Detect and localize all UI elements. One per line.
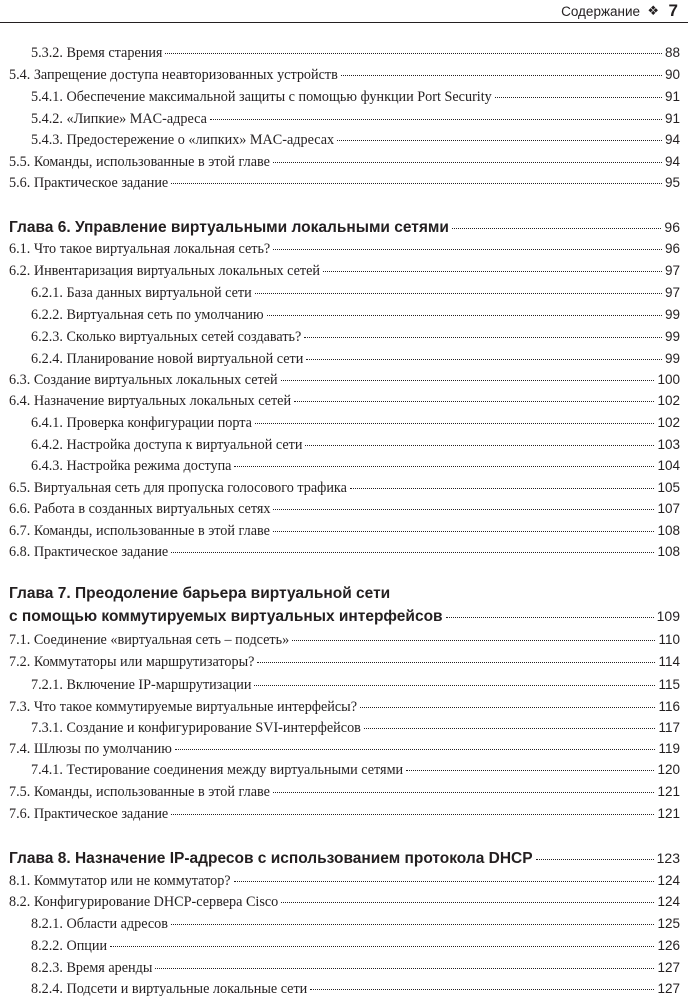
entry-page-number: 99 [664,307,680,322]
entry-page-number: 94 [664,132,680,147]
entry-title: 6.8. Практическое задание [9,544,169,560]
dot-leader [234,465,654,467]
toc-entry [0,937,688,955]
entry-page-number: 116 [658,699,680,714]
entry-page-number: 121 [657,784,680,799]
entry-title: 7.3.1. Создание и конфигурирование SVI-интерфейсов [31,720,361,736]
entry-page-number: 96 [664,219,680,235]
dot-leader [273,161,662,163]
chapter-entry [0,849,688,868]
entry-page-number: 96 [664,241,680,256]
dot-leader [292,639,655,641]
entry-title: 6.2.3. Сколько виртуальных сетей создавать? [31,329,302,345]
entry-title: 5.4. Запрещение доступа неавторизованных устройств [9,67,338,83]
entry-title: Глава 8. Назначение IP-адресов с использованием протокола DHCP [9,850,533,867]
entry-page-number: 123 [656,850,680,866]
entry-title: 6.3. Создание виртуальных локальных сетей [9,372,278,388]
chapter-entry [0,585,688,603]
dot-leader [155,967,654,969]
entry-page-number: 125 [657,916,680,931]
entry-title: 5.4.1. Обеспечение максимальной защиты с помощью функции Port Security [31,89,492,105]
entry-page-number: 117 [658,720,680,735]
entry-title: 5.4.2. «Липкие» MAC-адреса [31,111,207,127]
entry-title: с помощью коммутируемых виртуальных интерфейсов [9,608,443,625]
toc-entry [0,698,688,716]
toc-entry [0,436,688,454]
entry-page-number: 95 [664,175,680,190]
toc-entry [0,174,688,192]
entry-title: 6.2.1. База данных виртуальной сети [31,285,252,301]
entry-page-number: 124 [657,873,680,888]
dot-leader [337,139,662,141]
toc-entry [0,153,688,171]
toc-entry [0,262,688,280]
entry-title: 7.6. Практическое задание [9,806,169,822]
toc-entry [0,740,688,758]
toc-entry [0,457,688,475]
chapter-entry [0,607,688,626]
entry-title: 6.4. Назначение виртуальных локальных сетей [9,393,292,409]
entry-page-number: 91 [664,111,680,126]
entry-title: 5.3.2. Время старения [31,45,163,61]
toc-entry [0,653,688,671]
toc-entry [0,805,688,823]
dot-leader [406,769,654,771]
toc-entry [0,88,688,106]
toc-entry [0,872,688,890]
toc-entry [0,110,688,128]
toc-entry [0,66,688,84]
toc-entry [0,284,688,302]
entry-page-number: 99 [664,329,680,344]
entry-title: 6.2.4. Планирование новой виртуальной сети [31,351,304,367]
entry-page-number: 127 [657,960,680,975]
entry-title: 6.7. Команды, использованные в этой главе [9,523,270,539]
dot-leader [281,379,655,381]
dot-leader [171,813,654,815]
entry-title: 5.6. Практическое задание [9,175,169,191]
toc-entry [0,719,688,737]
toc-entry [0,350,688,368]
entry-page-number: 119 [658,741,680,756]
entry-title: 7.4.1. Тестирование соединения между виртуальными сетями [31,762,404,778]
entry-page-number: 90 [664,67,680,82]
toc-entry [0,980,688,998]
toc-entry [0,631,688,649]
dot-leader [281,901,654,903]
dot-leader [273,508,654,510]
entry-page-number: 108 [657,523,680,538]
dot-leader [165,52,662,54]
dot-leader [171,182,662,184]
entry-page-number: 114 [658,654,680,669]
entry-page-number: 124 [657,894,680,909]
dot-leader [171,551,654,553]
dot-leader [305,444,654,446]
entry-title: 6.4.3. Настройка режима доступа [31,458,232,474]
entry-title: Глава 6. Управление виртуальными локальными сетями [9,219,449,236]
toc-entry [0,543,688,561]
dot-leader [306,358,662,360]
entry-page-number: 126 [657,938,680,953]
entry-title: 6.1. Что такое виртуальная локальная сеть? [9,241,271,257]
toc-entry [0,479,688,497]
toc-entry [0,328,688,346]
dot-leader [267,314,662,316]
dot-leader [210,118,662,120]
entry-page-number: 109 [656,608,680,624]
entry-page-number: 94 [664,154,680,169]
toc-entry [0,44,688,62]
toc-entry [0,240,688,258]
entry-page-number: 97 [664,263,680,278]
toc-entry [0,761,688,779]
entry-title: 8.1. Коммутатор или не коммутатор? [9,873,231,889]
dot-leader [495,96,662,98]
toc-entry [0,893,688,911]
entry-title: 7.3. Что такое коммутируемые виртуальные интерфейсы? [9,699,358,715]
entry-title: 5.4.3. Предостережение о «липких» MAC-адресах [31,132,335,148]
entry-page-number: 99 [664,351,680,366]
entry-title: 8.2.2. Опции [31,938,108,954]
toc-entry [0,783,688,801]
toc-entry [0,392,688,410]
entry-title: 7.5. Команды, использованные в этой главе [9,784,270,800]
entry-title: 7.1. Соединение «виртуальная сеть – подсеть» [9,632,290,648]
dot-leader [254,684,655,686]
toc-entry [0,306,688,324]
dot-leader [255,292,662,294]
toc-entry [0,371,688,389]
entry-title: 8.2.4. Подсети и виртуальные локальные сети [31,981,308,997]
dot-leader [310,988,654,990]
entry-title: 7.4. Шлюзы по умолчанию [9,741,172,757]
entry-page-number: 97 [664,285,680,300]
entry-page-number: 107 [657,501,680,516]
dot-leader [255,422,655,424]
entry-page-number: 103 [657,437,680,452]
entry-title: 7.2.1. Включение IP-маршрутизации [31,677,252,693]
dot-leader [323,270,662,272]
entry-title: 7.2. Коммутаторы или маршрутизаторы? [9,654,255,670]
entry-page-number: 110 [658,632,680,647]
chapter-entry [0,218,688,237]
entry-title: Глава 7. Преодоление барьера виртуальной сети [9,585,391,602]
toc-entry [0,414,688,432]
entry-title: 6.2.2. Виртуальная сеть по умолчанию [31,307,264,323]
dot-leader [110,945,654,947]
entry-title: 6.4.2. Настройка доступа к виртуальной сети [31,437,303,453]
entry-title: 8.2.3. Время аренды [31,960,153,976]
entry-page-number: 121 [657,806,680,821]
dot-leader [175,748,656,750]
header-ornament-icon: ❖ [647,3,659,18]
dot-leader [257,661,655,663]
dot-leader [350,487,655,489]
dot-leader [341,74,662,76]
dot-leader [360,706,655,708]
entry-page-number: 102 [657,393,680,408]
header-page-number: 7 [668,1,678,20]
entry-page-number: 102 [657,415,680,430]
dot-leader [304,336,662,338]
entry-title: 6.2. Инвентаризация виртуальных локальных сетей [9,263,320,279]
toc-entry [0,959,688,977]
toc-entry [0,915,688,933]
toc-entry [0,522,688,540]
entry-page-number: 100 [657,372,680,387]
entry-title: 6.5. Виртуальная сеть для пропуска голосового трафика [9,480,347,496]
toc-entry [0,676,688,694]
entry-title: 8.2. Конфигурирование DHCP-сервера Cisco [9,894,279,910]
entry-page-number: 120 [657,762,680,777]
entry-title: 6.6. Работа в созданных виртуальных сетях [9,501,271,517]
entry-title: 5.5. Команды, использованные в этой главе [9,154,270,170]
entry-page-number: 115 [658,677,680,692]
dot-leader [294,400,654,402]
dot-leader [273,791,655,793]
entry-title: 6.4.1. Проверка конфигурации порта [31,415,252,431]
toc-entry [0,500,688,518]
dot-leader [452,227,662,229]
entry-page-number: 104 [657,458,680,473]
dot-leader [273,248,662,250]
entry-page-number: 88 [664,45,680,60]
dot-leader [171,923,655,925]
entry-page-number: 127 [657,981,680,996]
dot-leader [234,880,655,882]
toc-entry [0,131,688,149]
entry-page-number: 108 [657,544,680,559]
dot-leader [446,616,654,618]
entry-page-number: 91 [664,89,680,104]
dot-leader [536,858,654,860]
dot-leader [364,727,656,729]
entry-page-number: 105 [657,480,680,495]
header-section-title: Содержание [561,4,640,19]
entry-title: 8.2.1. Области адресов [31,916,168,932]
dot-leader [273,530,655,532]
